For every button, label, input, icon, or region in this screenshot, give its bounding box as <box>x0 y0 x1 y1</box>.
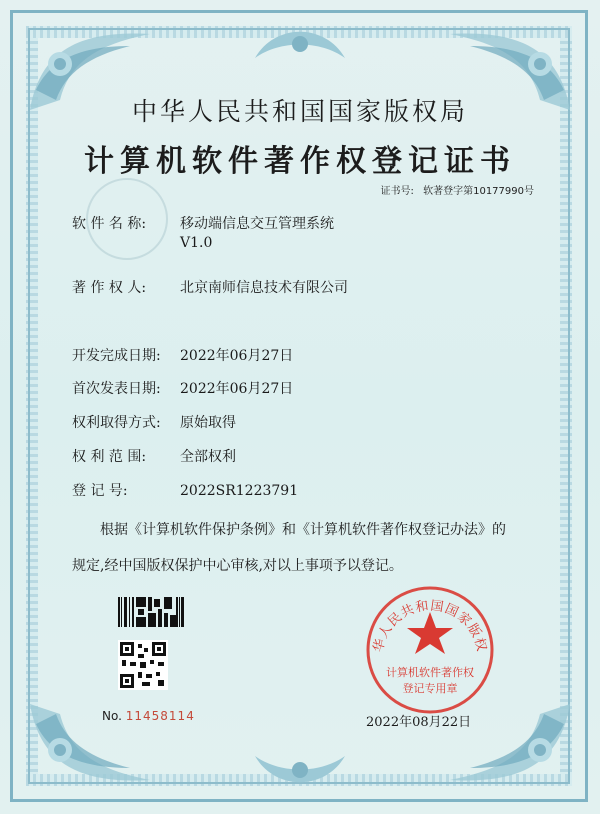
body-line-2: 规定,经中国版权保护中心审核,对以上事项予以登记。 <box>72 558 403 574</box>
official-seal <box>360 580 500 724</box>
field-publication-date <box>72 378 293 398</box>
serial-prefix: No. <box>102 709 122 723</box>
corner-ornament-bottom-left <box>20 684 160 794</box>
field-label: 权利取得方式: <box>72 415 161 431</box>
field-label: 著 作 权 人: <box>72 280 147 296</box>
field-software-name <box>72 213 334 251</box>
seal-inner-text-2: 登记专用章 <box>402 682 458 695</box>
field-value: 全部权利 <box>180 449 236 465</box>
field-copyright-owner <box>72 277 348 297</box>
qr-code <box>118 640 168 694</box>
field-label: 权 利 范 围: <box>72 449 147 465</box>
issuer-title: 中华人民共和国国家版权局 <box>131 97 468 126</box>
certificate-title: 计算机软件著作权登记证书 <box>84 144 516 179</box>
field-value: 2022年06月27日 <box>180 348 294 364</box>
field-rights-scope <box>72 446 236 466</box>
body-line-1: 根据《计算机软件保护条例》和《计算机软件著作权登记办法》的 <box>100 522 506 538</box>
field-value: 2022SR1223791 <box>180 483 299 499</box>
certificate-number-label: 证书号: <box>380 186 414 197</box>
field-development-date <box>72 345 293 365</box>
bottom-center-ornament <box>250 746 350 796</box>
barcode <box>118 597 184 631</box>
field-acquisition-method <box>72 412 236 432</box>
field-registration-number <box>72 480 298 500</box>
field-label: 开发完成日期: <box>72 348 161 364</box>
field-value: 移动端信息交互管理系统 <box>180 216 334 232</box>
top-center-ornament <box>250 18 350 68</box>
field-version: V1.0 <box>180 235 213 251</box>
field-label: 登 记 号: <box>72 483 128 499</box>
field-value: 原始取得 <box>180 415 236 431</box>
certificate-number <box>375 182 534 197</box>
seal-inner-text-1: 计算机软件著作权 <box>386 666 474 679</box>
body-paragraph <box>72 512 542 584</box>
field-label: 软 件 名 称: <box>72 216 147 232</box>
field-label: 首次发表日期: <box>72 381 161 397</box>
field-value: 北京南师信息技术有限公司 <box>180 280 348 296</box>
serial-value: 11458114 <box>125 709 195 723</box>
serial-number <box>102 709 195 723</box>
issue-date: 2022年08月22日 <box>366 715 472 730</box>
field-value: 2022年06月27日 <box>180 381 294 397</box>
certificate-number-value: 软著登字第10177990号 <box>423 186 534 197</box>
seal-outer-text: 华人民共和国国家版权 <box>371 598 489 654</box>
